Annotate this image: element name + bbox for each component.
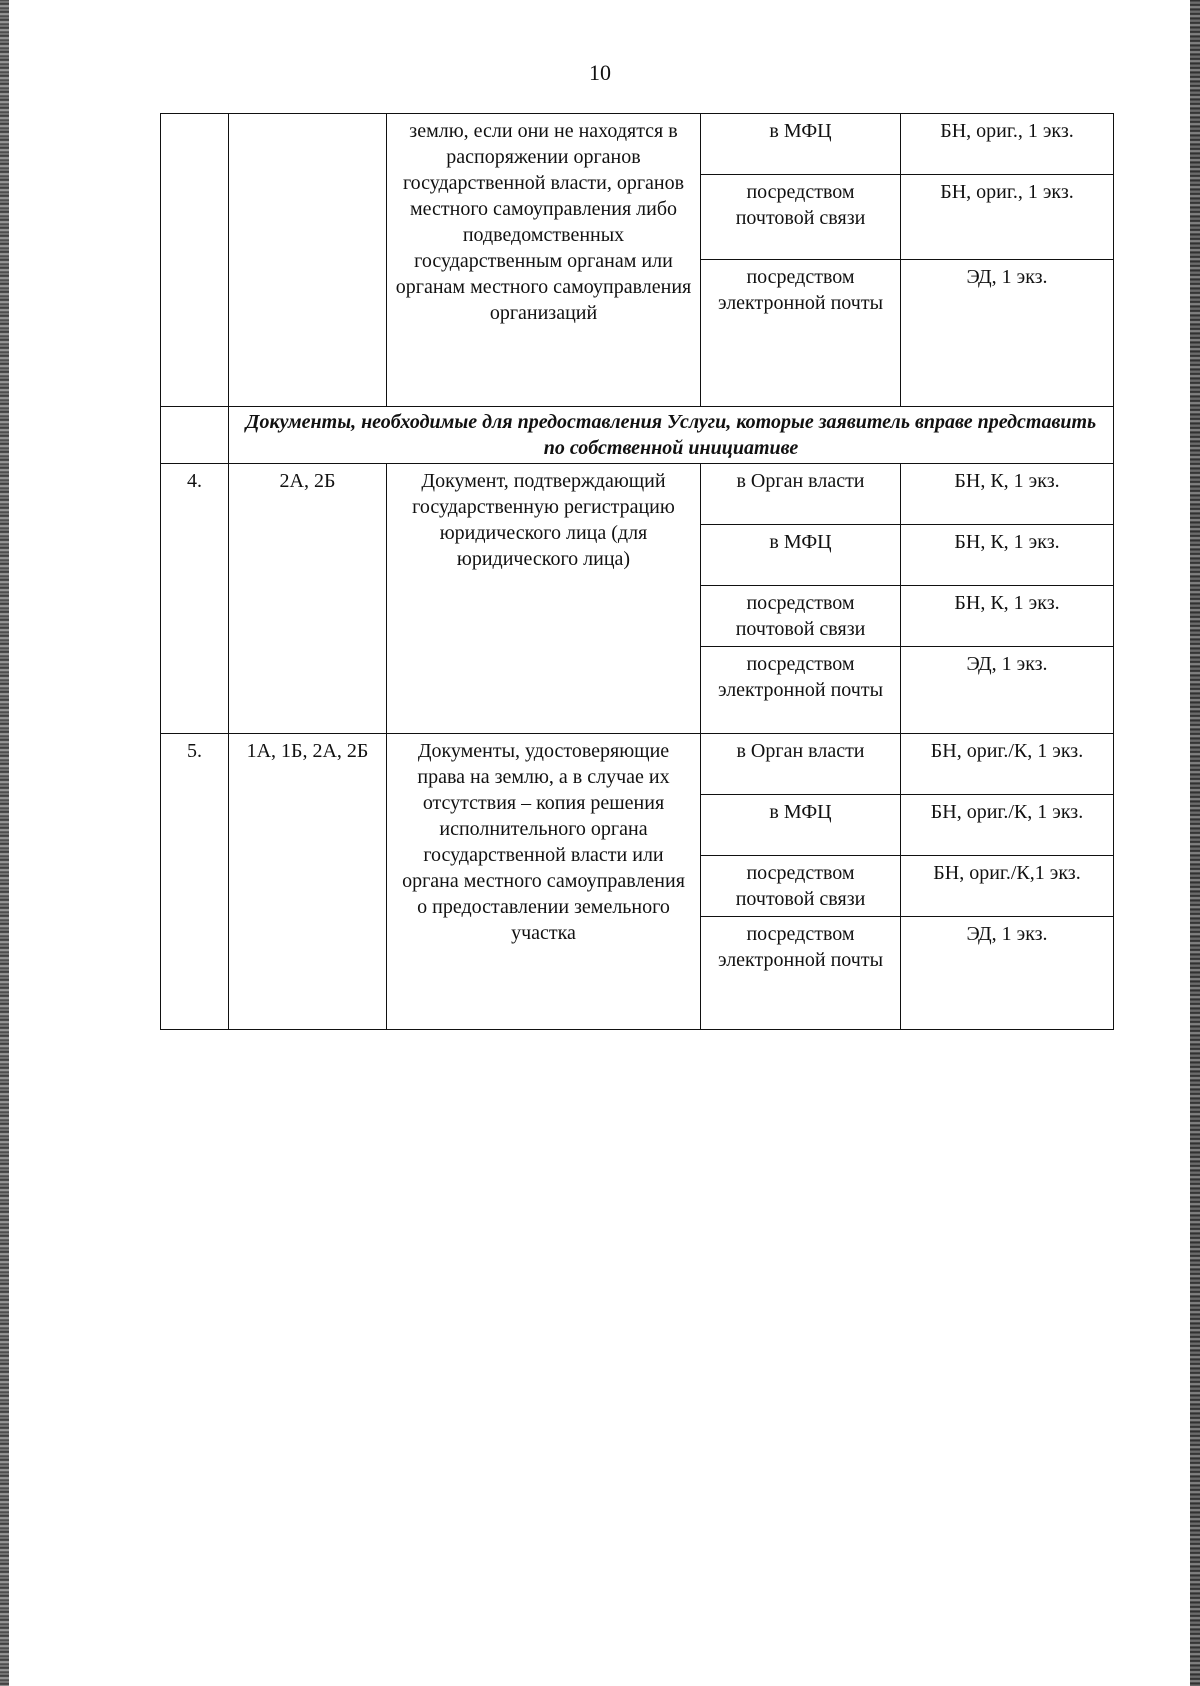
page-number: 10 (589, 60, 611, 85)
section-heading-empty-cell (161, 407, 229, 464)
channel-method: в МФЦ (701, 114, 901, 175)
channel-method: в МФЦ (701, 525, 901, 586)
channel-form: БН, ориг., 1 экз. (901, 175, 1114, 260)
channel-method: посредством электронной почты (701, 917, 901, 1030)
scan-edge-right (1190, 0, 1200, 1686)
document-name-cell: землю, если они не находятся в распоряжении органов государственной власти, органов местного самоуправления либо подведомственных государственным органам или органам местного самоуправления организаций (387, 114, 701, 407)
table-row (161, 734, 1114, 795)
applicant-groups-cell (229, 114, 387, 407)
applicant-groups: 2А, 2Б (229, 464, 387, 734)
documents-table (160, 113, 1114, 1030)
channel-method: посредством почтовой связи (701, 856, 901, 917)
channel-method: в МФЦ (701, 795, 901, 856)
channel-form: БН, К, 1 экз. (901, 525, 1114, 586)
channel-form: БН, К, 1 экз. (901, 586, 1114, 647)
channel-form: БН, ориг./К, 1 экз. (901, 734, 1114, 795)
channel-form: БН, ориг./К,1 экз. (901, 856, 1114, 917)
row-number: 4. (161, 464, 229, 734)
scan-edge-left (0, 0, 9, 1686)
channel-form: ЭД, 1 экз. (901, 647, 1114, 734)
row-number-cell (161, 114, 229, 407)
row-number: 5. (161, 734, 229, 1030)
table-row (161, 114, 1114, 175)
channel-method: в Орган власти (701, 734, 901, 795)
applicant-groups: 1А, 1Б, 2А, 2Б (229, 734, 387, 1030)
table-row (161, 464, 1114, 525)
channel-form: ЭД, 1 экз. (901, 917, 1114, 1030)
channel-form: ЭД, 1 экз. (901, 260, 1114, 407)
channel-form: БН, ориг./К, 1 экз. (901, 795, 1114, 856)
section-heading: Документы, необходимые для предоставления Услуги, которые заявитель вправе представить по собственной инициативе (229, 407, 1114, 464)
channel-method: посредством электронной почты (701, 647, 901, 734)
section-heading-row (161, 407, 1114, 464)
channel-method: посредством почтовой связи (701, 175, 901, 260)
channel-form: БН, ориг., 1 экз. (901, 114, 1114, 175)
document-name: Документы, удостоверяющие права на землю, а в случае их отсутствия – копия решения исполнительного органа государственной власти или органа местного самоуправления о предоставлении земельного участка (387, 734, 701, 1030)
channel-form: БН, К, 1 экз. (901, 464, 1114, 525)
channel-method: в Орган власти (701, 464, 901, 525)
channel-method: посредством электронной почты (701, 260, 901, 407)
channel-method: посредством почтовой связи (701, 586, 901, 647)
document-name: Документ, подтверждающий государственную регистрацию юридического лица (для юридического лица) (387, 464, 701, 734)
